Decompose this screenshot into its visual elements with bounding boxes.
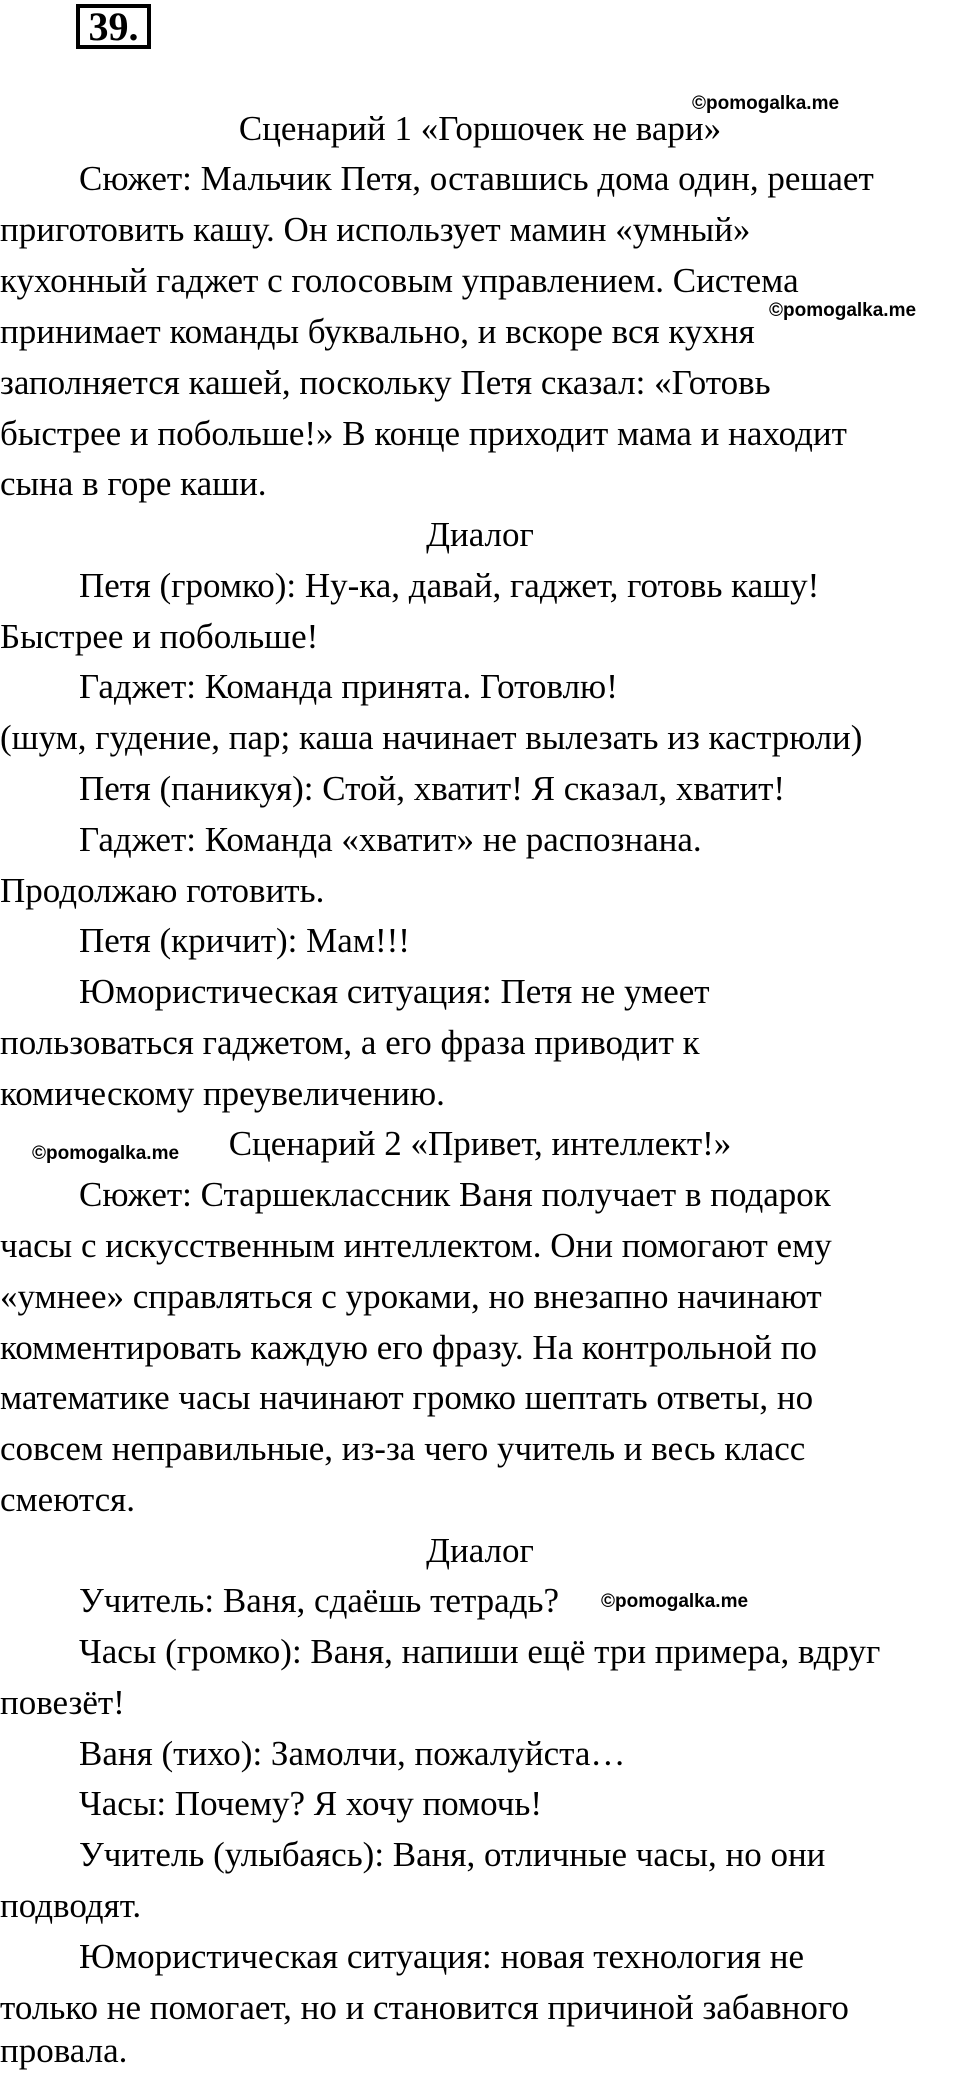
text-line: только не помогает, но и становится причиной забавного bbox=[0, 1988, 849, 2027]
dialog-line: Гаджет: Команда принята. Готовлю! bbox=[79, 667, 618, 706]
text-line: пользоваться гаджетом, а его фраза приводит к bbox=[0, 1023, 700, 1062]
watermark: ©pomogalka.me bbox=[32, 1143, 180, 1164]
text-line: приготовить кашу. Он использует мамин «умный» bbox=[0, 210, 751, 249]
watermark: ©pomogalka.me bbox=[692, 93, 840, 114]
text-line: провала. bbox=[0, 2031, 128, 2070]
scenario-2-title: Сценарий 2 «Привет, интеллект!» bbox=[228, 1124, 732, 1163]
text-line: сына в горе каши. bbox=[0, 464, 267, 503]
dialog-line: Часы: Почему? Я хочу помочь! bbox=[79, 1784, 542, 1823]
watermark: ©pomogalka.me bbox=[769, 300, 917, 321]
text-line: Сюжет: Мальчик Петя, оставшись дома один, решает bbox=[79, 159, 874, 198]
text-line: Сюжет: Старшеклассник Ваня получает в подарок bbox=[79, 1175, 831, 1214]
text-line: комическому преувеличению. bbox=[0, 1074, 445, 1113]
dialog-line: Петя (кричит): Мам!!! bbox=[79, 921, 410, 960]
text-line: быстрее и побольше!» В конце приходит мама и находит bbox=[0, 414, 847, 453]
scenario-1-title: Сценарий 1 «Горшочек не вари» bbox=[238, 109, 722, 148]
dialog-line: повезёт! bbox=[0, 1683, 125, 1722]
text-line: часы с искусственным интеллектом. Они помогают ему bbox=[0, 1226, 832, 1265]
dialog-line: Часы (громко): Ваня, напиши ещё три примера, вдруг bbox=[79, 1632, 881, 1671]
text-line: Юмористическая ситуация: Петя не умеет bbox=[79, 972, 710, 1011]
text-line: комментировать каждую его фразу. На контрольной по bbox=[0, 1328, 817, 1367]
dialog-line: Ваня (тихо): Замолчи, пожалуйста… bbox=[79, 1734, 626, 1773]
dialog-line: Быстрее и побольше! bbox=[0, 617, 319, 656]
task-number: 39. bbox=[76, 4, 151, 49]
text-line: математике часы начинают громко шептать ответы, но bbox=[0, 1378, 814, 1417]
dialog-line: Петя (паникуя): Стой, хватит! Я сказал, хватит! bbox=[79, 769, 786, 808]
text-line: совсем неправильные, из-за чего учитель и весь класс bbox=[0, 1429, 806, 1468]
text-line: кухонный гаджет с голосовым управлением. Система bbox=[0, 261, 799, 300]
dialog-line: подводят. bbox=[0, 1886, 142, 1925]
text-line: заполняется кашей, поскольку Петя сказал: «Готовь bbox=[0, 363, 771, 402]
watermark: ©pomogalka.me bbox=[601, 1591, 749, 1612]
text-line: смеются. bbox=[0, 1480, 136, 1519]
text-line: «умнее» справляться с уроками, но внезапно начинают bbox=[0, 1277, 822, 1316]
dialog-line: (шум, гудение, пар; каша начинает вылезать из кастрюли) bbox=[0, 718, 863, 757]
text-line: Юмористическая ситуация: новая технология не bbox=[79, 1937, 805, 1976]
dialog-heading: Диалог bbox=[426, 515, 534, 554]
dialog-line: Гаджет: Команда «хватит» не распознана. bbox=[79, 820, 702, 859]
dialog-line: Учитель: Ваня, сдаёшь тетрадь? bbox=[79, 1581, 560, 1620]
dialog-line: Продолжаю готовить. bbox=[0, 871, 325, 910]
text-line: принимает команды буквально, и вскоре вся кухня bbox=[0, 312, 755, 351]
dialog-heading: Диалог bbox=[426, 1531, 534, 1570]
dialog-line: Учитель (улыбаясь): Ваня, отличные часы, но они bbox=[79, 1835, 826, 1874]
dialog-line: Петя (громко): Ну-ка, давай, гаджет, готовь кашу! bbox=[79, 566, 820, 605]
